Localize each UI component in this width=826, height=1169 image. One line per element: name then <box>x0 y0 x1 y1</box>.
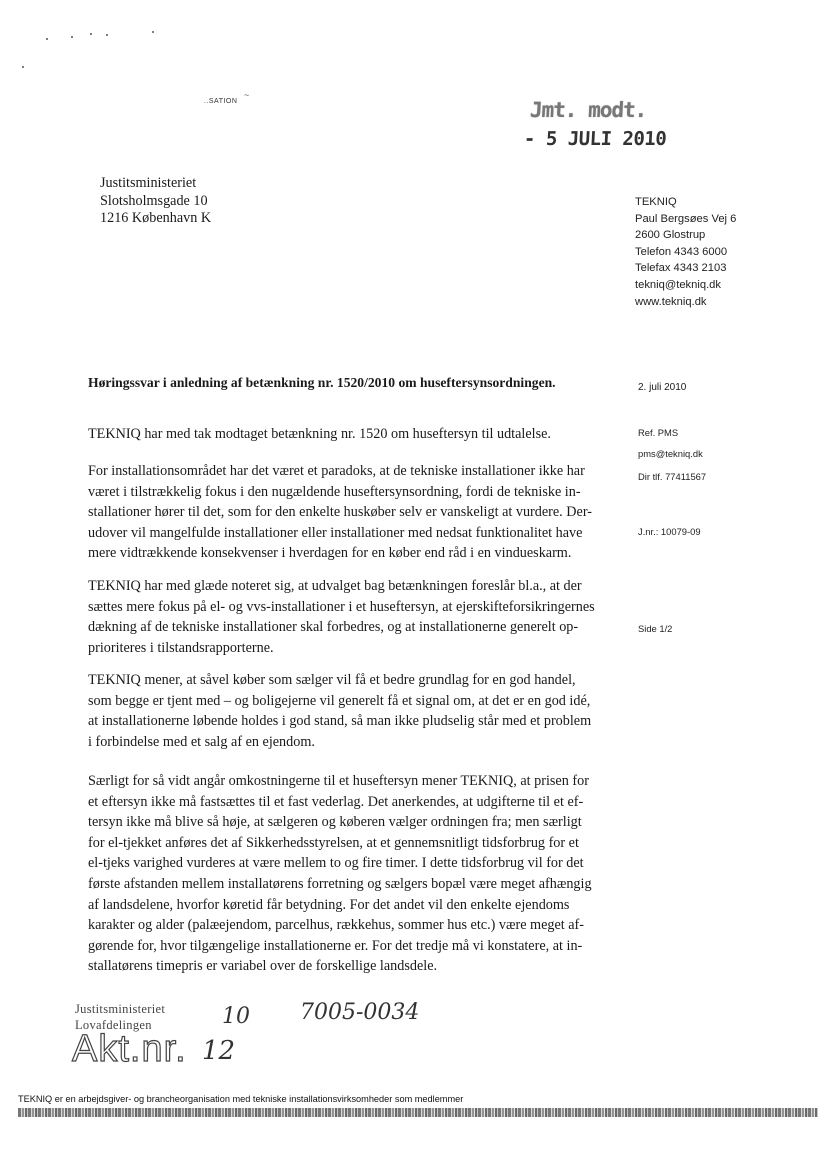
body-line: prioriteres i tilstandsrapporterne. <box>88 639 274 656</box>
body-line: karakter og alder (palæejendom, parcelhus, rækkehus, sommer hus etc.) være meget af- <box>88 917 584 934</box>
body-line: været i tilstrækkelig fokus i den nugældende huseftersynsordning, fordi de tekniske in- <box>88 483 581 500</box>
body-line: af landsdelene, hvorfor køretid får betydning. For det andet vil den enkelte ejendoms <box>88 896 570 913</box>
scan-noise-bar <box>18 1108 818 1117</box>
page-number: Side 1/2 <box>638 623 673 634</box>
organisation-mark-text: ..SATION <box>204 98 238 105</box>
body-line: for el-tjekket anføres det af Sikkerhedsstyrelsen, at et gennemsnitligt tidsforbrug for et <box>88 834 579 851</box>
body-line: stallationer hører til det, som for den enkelte huskøber selv er vanskeligt at vurdere. Der- <box>88 504 592 521</box>
scan-speck <box>90 33 92 35</box>
received-stamp-date: - 5 JULI 2010 <box>523 128 667 150</box>
scan-speck <box>22 66 24 68</box>
body-line: dækning af de tekniske installationer skal forbedres, og at installationerne generelt op- <box>88 619 579 636</box>
scan-speck <box>71 36 73 38</box>
ref-initials: Ref. PMS <box>638 427 679 438</box>
body-line: tersyn ikke må blive så høje, at sælgeren og køberen vælger ordningen fra; men særligt <box>88 814 582 831</box>
scan-speck <box>46 38 48 40</box>
received-stamp-label: Jmt. modt. <box>529 98 648 122</box>
body-line: som begge er tjent med – og boligejerne vil generelt få et signal om, at det er en god idé, <box>88 692 591 709</box>
body-paragraph <box>88 461 592 564</box>
footer-note: TEKNIQ er en arbejdsgiver- og brancheorganisation med tekniske installationsvirksomheder som medlemmer <box>18 1094 464 1104</box>
handwritten-case-number: 7005-0034 <box>300 1000 420 1025</box>
body-line: et eftersyn ikke må fastsættes til et fast vederlag. Det anerkendes, at udgifterne til et ef- <box>88 793 584 810</box>
recipient-line: Slotsholmsgade 10 <box>100 192 208 209</box>
letter-subject: Høringssvar i anledning af betænkning nr. 1520/2010 om huseftersynsordningen. <box>88 375 556 390</box>
body-paragraph <box>88 771 592 977</box>
body-line: el-tjeks varighed vurderes at være mellem to og fire timer. I dette tidsforbrug vil for det <box>88 855 584 872</box>
filing-stamp-ministry: Justitsministeriet <box>75 1002 166 1016</box>
filing-stamp-akt-number: 12 <box>202 1036 236 1066</box>
body-line: stallatørens timepris er variabel over de forskellige landsdele. <box>88 958 438 975</box>
scan-speck <box>152 31 154 33</box>
scan-speck <box>106 34 108 36</box>
sender-line: Telefax 4343 2103 <box>635 262 727 275</box>
handwritten-ref-part1: 10 <box>222 1004 250 1029</box>
sender-line: 2600 Glostrup <box>635 229 706 242</box>
sender-line: www.tekniq.dk <box>635 295 707 308</box>
swash-icon: ~ <box>244 90 250 100</box>
body-line: at installationerne løbende holdes i god stand, så man ikke pludselig står med et problem <box>88 713 592 730</box>
body-line: Særligt for så vidt angår omkostningerne til et huseftersyn mener TEKNIQ, at prisen for <box>88 773 589 789</box>
body-paragraph <box>88 576 595 658</box>
letter-date: 2. juli 2010 <box>638 382 687 393</box>
sender-line: TEKNIQ <box>635 196 677 208</box>
organisation-mark <box>204 90 250 105</box>
body-paragraph <box>88 670 591 752</box>
recipient-line: 1216 København K <box>100 210 212 226</box>
sender-line: tekniq@tekniq.dk <box>635 278 721 291</box>
body-line: TEKNIQ har med tak modtaget betænkning nr. 1520 om huseftersyn til udtalelse. <box>88 426 551 442</box>
body-line: TEKNIQ har med glæde noteret sig, at udvalget bag betænkningen foreslår bl.a., at der <box>88 578 582 594</box>
sender-line: Paul Bergsøes Vej 6 <box>635 212 737 225</box>
body-line: sættes mere fokus på el- og vvs-installationer i et huseftersyn, at ejerskifteforsikringernes <box>88 598 595 615</box>
sender-line: Telefon 4343 6000 <box>635 245 728 258</box>
ref-direct-phone: Dir tlf. 77411567 <box>638 471 707 482</box>
filing-stamp-department: Lovafdelingen <box>75 1018 152 1032</box>
body-line: gørende for, hvor tilgængelige installationerne er. For det tredje må vi konstatere, at in- <box>88 937 583 954</box>
body-line: TEKNIQ mener, at såvel køber som sælger vil få et bedre grundlag for en god handel, <box>88 672 576 688</box>
body-line: udover vil mangelfulde installationer eller installationer med nedsat funktionalitet have <box>88 524 583 541</box>
body-line: For installationsområdet har det været et paradoks, at de tekniske installationer ikke har <box>88 463 585 479</box>
body-paragraph <box>88 424 551 445</box>
ref-email: pms@tekniq.dk <box>638 448 703 459</box>
sender-address <box>635 194 736 310</box>
body-line: første afstanden mellem installatørens forretning og sælgers bopæl være meget afhængig <box>88 875 592 892</box>
body-line: mere vidtrækkende konsekvenser i hverdagen for en køber end råd i en vindueskarm. <box>88 545 572 562</box>
journal-number: J.nr.: 10079-09 <box>638 526 701 537</box>
body-line: i forbindelse med et salg af en ejendom. <box>88 733 315 750</box>
recipient-address <box>100 175 211 228</box>
recipient-line: Justitsministeriet <box>100 175 197 191</box>
filing-stamp-akt-label: Akt.nr. <box>72 1028 187 1070</box>
